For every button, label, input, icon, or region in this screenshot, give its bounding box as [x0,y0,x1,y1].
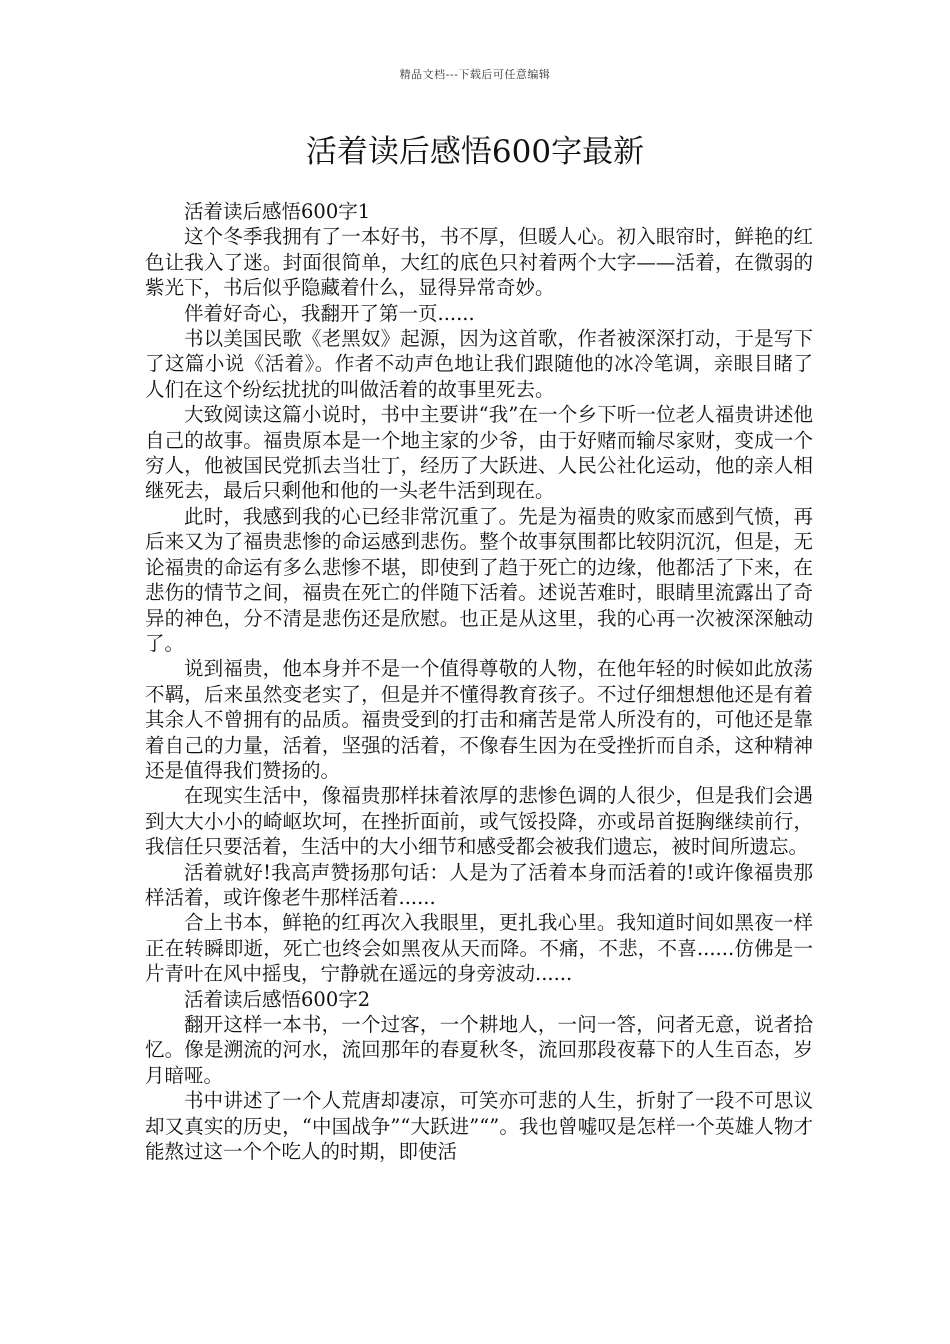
paragraph: 在现实生活中，像福贵那样抹着浓厚的悲惨色调的人很少，但是我们会遇到大大小小的崎岖坎坷，在挫折面前，或气馁投降，亦或昂首挺胸继续前行，我信任只要活着，生活中的大小细节和感受都会被我们遗忘，被时间所遗忘。 [145,784,813,859]
section-heading: 活着读后感悟600字1 [184,200,371,223]
paragraph: 合上书本，鲜艳的红再次入我眼里，更扎我心里。我知道时间如黑夜一样正在转瞬即逝，死亡也终会如黑夜从天而降。不痛，不悲，不喜......仿佛是一片青叶在风中摇曳，宁静就在遥远的身旁波动...... [145,911,813,986]
paragraph: 此时，我感到我的心已经非常沉重了。先是为福贵的败家而感到气愤，再后来又为了福贵悲惨的命运感到悲伤。整个故事氛围都比较阴沉沉，但是，无论福贵的命运有多么悲惨不堪，即使到了趋于死亡的边缘，他都活了下来，在悲伤的情节之间，福贵在死亡的伴随下活着。述说苦难时，眼睛里流露出了奇异的神色，分不清是悲伤还是欣慰。也正是从这里，我的心再一次被深深触动了。 [145,504,813,655]
paragraph: 书以美国民歌《老黑奴》起源，因为这首歌，作者被深深打动，于是写下了这篇小说《活着》。作者不动声色地让我们跟随他的冰冷笔调，亲眼目睹了人们在这个纷纭扰扰的叫做活着的故事里死去。 [145,327,813,401]
paragraph: 活着就好!我高声赞扬那句话：人是为了活着本身而活着的!或许像福贵那样活着，或许像老牛那样活着...... [145,860,813,909]
paragraph: 这个冬季我拥有了一本好书，书不厚，但暖人心。初入眼帘时，鲜艳的红色让我入了迷。封面很简单，大红的底色只衬着两个大字——活着，在微弱的紫光下，书后似乎隐藏着什么，显得异常奇妙。 [145,225,813,300]
document-title: 活着读后感悟600字最新 [305,134,645,170]
paragraph: 大致阅读这篇小说时，书中主要讲“我”在一个乡下听一位老人福贵讲述他自己的故事。福贵原本是一个地主家的少爷，由于好赌而输尽家财，变成一个穷人，他被国民党抓去当壮丁，经历了大跃进、人民公社化运动，他的亲人相继死去，最后只剩他和他的一头老牛活到现在。 [145,403,813,503]
document-body [145,199,813,1164]
paragraph: 翻开这样一本书，一个过客，一个耕地人，一问一答，问者无意，说者拾忆。像是溯流的河水，流回那年的春夏秋冬，流回那段夜幕下的人生百态，岁月暗哑。 [145,1013,813,1087]
paragraph: 书中讲述了一个人荒唐却凄凉，可笑亦可悲的人生，折射了一段不可思议却又真实的历史，“中国战争”“大跃进”“”。我也曾嘘叹是怎样一个英雄人物才能熬过这一个个吃人的时期，即使活 [145,1089,813,1164]
section-heading: 活着读后感悟600字2 [184,987,371,1011]
paragraph: 说到福贵，他本身并不是一个值得尊敬的人物，在他年轻的时候如此放荡不羁，后来虽然变老实了，但是并不懂得教育孩子。不过仔细想想他还是有着其余人不曾拥有的品质。福贵受到的打击和痛苦是常人所没有的，可他还是靠着自己的力量，活着，坚强的活着，不像春生因为在受挫折而自杀，这种精神还是值得我们赞扬的。 [145,657,813,782]
paragraph: 伴着好奇心，我翻开了第一页...... [184,301,475,325]
page-header: 精品文档---下载后可任意编辑 [399,68,551,81]
